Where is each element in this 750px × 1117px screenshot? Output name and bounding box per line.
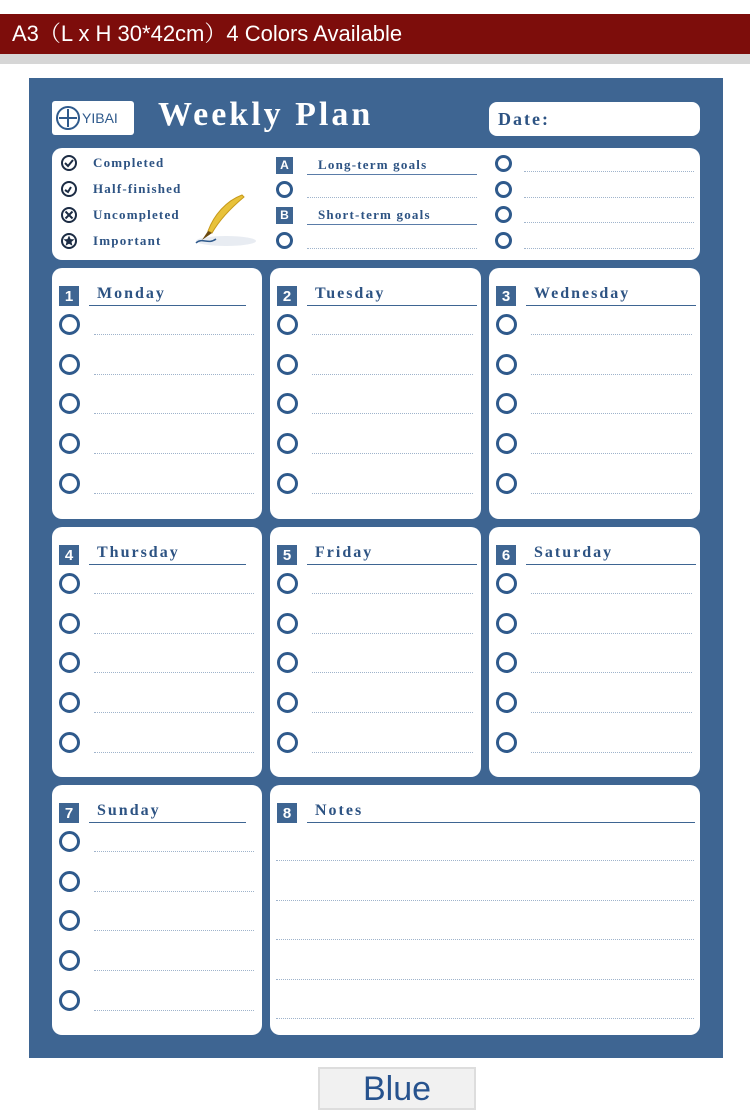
task-row[interactable] — [59, 732, 254, 753]
writing-line[interactable] — [312, 394, 473, 414]
writing-line[interactable] — [94, 653, 254, 673]
writing-line[interactable] — [531, 355, 692, 375]
planner-title: Weekly Plan — [158, 96, 374, 133]
globe-icon — [56, 106, 80, 130]
circle-checkbox-icon[interactable] — [277, 613, 298, 634]
cross-circle-icon — [60, 206, 78, 224]
task-row[interactable] — [59, 692, 254, 713]
task-row[interactable] — [496, 613, 692, 634]
task-row[interactable] — [277, 613, 473, 634]
circle-checkbox-icon[interactable] — [59, 433, 80, 454]
day-header — [277, 543, 477, 565]
task-row[interactable] — [496, 354, 692, 375]
task-row[interactable] — [496, 433, 692, 454]
check-circle-icon — [60, 154, 78, 172]
circle-checkbox-icon[interactable] — [59, 950, 80, 971]
task-row[interactable] — [59, 910, 254, 931]
writing-line[interactable] — [307, 231, 477, 249]
long-term-goals-row — [276, 155, 477, 175]
circle-checkbox-icon[interactable] — [59, 314, 80, 335]
writing-line[interactable] — [312, 355, 473, 375]
long-term-marker: A — [276, 157, 293, 174]
task-row[interactable] — [277, 473, 473, 494]
legend-item-half-finished — [60, 180, 182, 198]
goal-row[interactable] — [495, 154, 694, 172]
date-label: Date: — [498, 109, 550, 129]
circle-checkbox-icon[interactable] — [277, 692, 298, 713]
day-card-tuesday — [270, 268, 481, 519]
writing-line[interactable] — [94, 574, 254, 594]
writing-line[interactable] — [531, 653, 692, 673]
day-number: 3 — [496, 286, 516, 306]
writing-line[interactable] — [312, 693, 473, 713]
circle-checkbox-icon[interactable] — [59, 573, 80, 594]
writing-line[interactable] — [312, 733, 473, 753]
long-term-goals-label: Long-term goals — [307, 155, 477, 175]
short-term-marker: B — [276, 207, 293, 224]
task-row[interactable] — [496, 314, 692, 335]
circle-checkbox-icon[interactable] — [495, 232, 512, 249]
circle-checkbox-icon[interactable] — [59, 354, 80, 375]
day-name: Monday — [89, 284, 246, 306]
writing-line[interactable] — [312, 474, 473, 494]
goal-row[interactable] — [495, 231, 694, 249]
circle-checkbox-icon[interactable] — [59, 652, 80, 673]
circle-checkbox-icon[interactable] — [59, 831, 80, 852]
notes-writing-line[interactable] — [276, 979, 694, 980]
task-row[interactable] — [59, 573, 254, 594]
writing-line[interactable] — [94, 951, 254, 971]
circle-checkbox-icon[interactable] — [496, 652, 517, 673]
goal-row[interactable] — [495, 180, 694, 198]
writing-line[interactable] — [94, 832, 254, 852]
writing-line[interactable] — [531, 315, 692, 335]
writing-line[interactable] — [524, 205, 694, 223]
writing-line[interactable] — [312, 434, 473, 454]
circle-checkbox-icon[interactable] — [59, 692, 80, 713]
task-row[interactable] — [496, 473, 692, 494]
writing-line[interactable] — [524, 180, 694, 198]
notes-writing-line[interactable] — [276, 860, 694, 861]
color-variant-label: Blue — [318, 1067, 476, 1110]
writing-line[interactable] — [531, 733, 692, 753]
circle-checkbox-icon[interactable] — [59, 732, 80, 753]
day-number: 6 — [496, 545, 516, 565]
goal-row[interactable] — [495, 205, 694, 223]
short-term-goals-label: Short-term goals — [307, 205, 477, 225]
writing-line[interactable] — [312, 574, 473, 594]
goal-row[interactable] — [276, 231, 477, 249]
circle-checkbox-icon[interactable] — [59, 990, 80, 1011]
legend-label: Important — [93, 233, 162, 248]
task-row[interactable] — [277, 314, 473, 335]
writing-line[interactable] — [524, 231, 694, 249]
notes-label: Notes — [307, 801, 695, 823]
day-name: Sunday — [89, 801, 246, 823]
day-number: 4 — [59, 545, 79, 565]
circle-checkbox-icon[interactable] — [59, 871, 80, 892]
writing-line[interactable] — [531, 693, 692, 713]
circle-checkbox-icon[interactable] — [495, 206, 512, 223]
task-row[interactable] — [59, 393, 254, 414]
writing-line[interactable] — [531, 474, 692, 494]
task-row[interactable] — [277, 393, 473, 414]
day-card-sunday — [52, 785, 262, 1035]
circle-checkbox-icon[interactable] — [277, 433, 298, 454]
task-row[interactable] — [277, 652, 473, 673]
day-card-thursday — [52, 527, 262, 777]
writing-line[interactable] — [94, 911, 254, 931]
notes-number: 8 — [277, 803, 297, 823]
logo-text: YIBAI — [82, 110, 118, 126]
day-header — [496, 284, 696, 306]
circle-checkbox-icon[interactable] — [496, 573, 517, 594]
circle-checkbox-icon[interactable] — [496, 613, 517, 634]
day-number: 5 — [277, 545, 297, 565]
writing-line[interactable] — [312, 653, 473, 673]
writing-line[interactable] — [94, 991, 254, 1011]
circle-checkbox-icon[interactable] — [277, 652, 298, 673]
writing-line[interactable] — [307, 180, 477, 198]
half-check-circle-icon — [60, 180, 78, 198]
writing-line[interactable] — [94, 872, 254, 892]
quill-pen-icon — [192, 193, 258, 249]
day-card-saturday — [489, 527, 700, 777]
writing-line[interactable] — [94, 315, 254, 335]
circle-checkbox-icon[interactable] — [277, 393, 298, 414]
legend-item-completed — [60, 154, 164, 172]
task-row[interactable] — [59, 613, 254, 634]
task-row[interactable] — [496, 393, 692, 414]
legend-label: Half-finished — [93, 181, 182, 196]
short-term-goals-row — [276, 205, 477, 225]
circle-checkbox-icon[interactable] — [59, 473, 80, 494]
circle-checkbox-icon[interactable] — [496, 692, 517, 713]
writing-line[interactable] — [312, 614, 473, 634]
circle-checkbox-icon[interactable] — [277, 354, 298, 375]
task-row[interactable] — [59, 354, 254, 375]
day-name: Wednesday — [526, 284, 696, 306]
notes-header — [277, 801, 695, 823]
task-row[interactable] — [496, 573, 692, 594]
writing-line[interactable] — [531, 434, 692, 454]
day-card-wednesday — [489, 268, 700, 519]
date-field[interactable] — [489, 102, 700, 136]
day-header — [59, 801, 246, 823]
circle-checkbox-icon[interactable] — [277, 573, 298, 594]
writing-line[interactable] — [524, 154, 694, 172]
legend-item-uncompleted — [60, 206, 180, 224]
day-number: 7 — [59, 803, 79, 823]
circle-checkbox-icon[interactable] — [59, 393, 80, 414]
circle-checkbox-icon[interactable] — [277, 473, 298, 494]
writing-line[interactable] — [94, 693, 254, 713]
circle-checkbox-icon[interactable] — [496, 433, 517, 454]
legend-item-important — [60, 232, 162, 250]
writing-line[interactable] — [94, 474, 254, 494]
legend-panel — [52, 148, 700, 260]
task-row[interactable] — [277, 433, 473, 454]
task-row[interactable] — [59, 652, 254, 673]
circle-checkbox-icon[interactable] — [495, 181, 512, 198]
banner-divider — [0, 54, 750, 64]
task-row[interactable] — [496, 732, 692, 753]
circle-checkbox-icon[interactable] — [277, 732, 298, 753]
circle-checkbox-icon[interactable] — [496, 393, 517, 414]
notes-writing-line[interactable] — [276, 1018, 694, 1019]
star-circle-icon — [60, 232, 78, 250]
day-name: Friday — [307, 543, 477, 565]
day-header — [59, 543, 246, 565]
brand-logo — [52, 101, 134, 135]
writing-line[interactable] — [531, 394, 692, 414]
day-header — [277, 284, 477, 306]
circle-checkbox-icon[interactable] — [276, 181, 293, 198]
task-row[interactable] — [59, 871, 254, 892]
circle-checkbox-icon[interactable] — [59, 613, 80, 634]
day-number: 1 — [59, 286, 79, 306]
notes-writing-line[interactable] — [276, 900, 694, 901]
circle-checkbox-icon[interactable] — [277, 314, 298, 335]
circle-checkbox-icon[interactable] — [496, 473, 517, 494]
day-header — [59, 284, 246, 306]
size-banner: A3（L x H 30*42cm）4 Colors Available — [0, 14, 750, 54]
day-name: Saturday — [526, 543, 696, 565]
writing-line[interactable] — [312, 315, 473, 335]
writing-line[interactable] — [94, 434, 254, 454]
day-header — [496, 543, 696, 565]
circle-checkbox-icon[interactable] — [59, 910, 80, 931]
day-number: 2 — [277, 286, 297, 306]
day-card-friday — [270, 527, 481, 777]
task-row[interactable] — [59, 433, 254, 454]
task-row[interactable] — [59, 473, 254, 494]
task-row[interactable] — [277, 573, 473, 594]
task-row[interactable] — [59, 831, 254, 852]
notes-writing-line[interactable] — [276, 939, 694, 940]
circle-checkbox-icon[interactable] — [496, 732, 517, 753]
writing-line[interactable] — [94, 614, 254, 634]
task-row[interactable] — [59, 990, 254, 1011]
circle-checkbox-icon[interactable] — [276, 232, 293, 249]
task-row[interactable] — [59, 314, 254, 335]
day-card-monday — [52, 268, 262, 519]
day-name: Tuesday — [307, 284, 477, 306]
writing-line[interactable] — [531, 614, 692, 634]
task-row[interactable] — [277, 692, 473, 713]
goal-row[interactable] — [276, 180, 477, 198]
writing-line[interactable] — [94, 394, 254, 414]
notes-card — [270, 785, 700, 1035]
writing-line[interactable] — [94, 733, 254, 753]
task-row[interactable] — [59, 950, 254, 971]
circle-checkbox-icon[interactable] — [496, 354, 517, 375]
writing-line[interactable] — [531, 574, 692, 594]
writing-line[interactable] — [94, 355, 254, 375]
day-name: Thursday — [89, 543, 246, 565]
task-row[interactable] — [277, 732, 473, 753]
task-row[interactable] — [496, 652, 692, 673]
circle-checkbox-icon[interactable] — [496, 314, 517, 335]
task-row[interactable] — [277, 354, 473, 375]
circle-checkbox-icon[interactable] — [495, 155, 512, 172]
legend-label: Uncompleted — [93, 207, 180, 222]
task-row[interactable] — [496, 692, 692, 713]
legend-label: Completed — [93, 155, 165, 170]
